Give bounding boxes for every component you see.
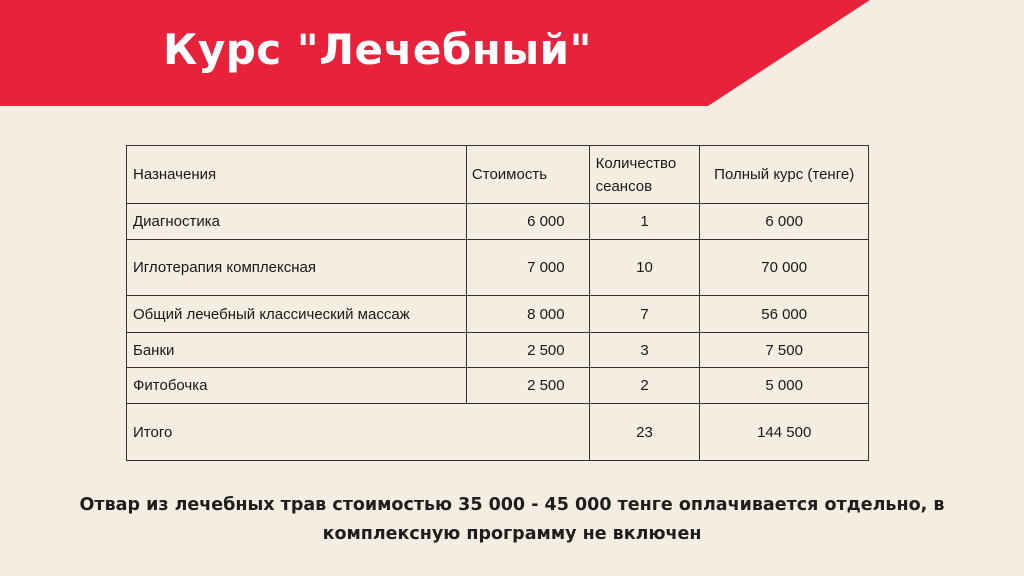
row-name: Иглотерапия комплексная [127,240,467,296]
price-table [126,145,869,461]
row-total: 7 500 [700,333,869,368]
header-sessions: Количество сеансов [589,146,700,204]
row-name: Банки [127,333,467,368]
row-total: 70 000 [700,240,869,296]
table-row [127,240,869,296]
row-sessions: 10 [589,240,700,296]
row-cost: 2 500 [466,368,589,404]
footnote: Отвар из лечебных трав стоимостью 35 000 - 45 000 тенге оплачивается отдельно, в комплексную программу не включен [79,495,945,544]
header-name: Назначения [127,146,467,204]
row-cost: 7 000 [466,240,589,296]
row-sessions: 1 [589,204,700,240]
row-sessions: 2 [589,368,700,404]
table-row [127,296,869,333]
row-cost: 8 000 [466,296,589,333]
row-name: Фитобочка [127,368,467,404]
row-cost: 6 000 [466,204,589,240]
table-header-row [127,146,869,204]
row-sessions: 3 [589,333,700,368]
row-sessions: 7 [589,296,700,333]
total-sum: 144 500 [700,404,869,461]
total-sessions: 23 [589,404,700,461]
table-row [127,368,869,404]
row-total: 5 000 [700,368,869,404]
table-row [127,204,869,240]
row-total: 56 000 [700,296,869,333]
total-label: Итого [127,404,590,461]
slide-title: Курс "Лечебный" [163,25,592,74]
row-name: Общий лечебный классический массаж [127,296,467,333]
row-name: Диагностика [127,204,467,240]
header-total: Полный курс (тенге) [700,146,869,204]
row-total: 6 000 [700,204,869,240]
table-total-row [127,404,869,461]
header-cost: Стоимость [466,146,589,204]
table-row [127,333,869,368]
row-cost: 2 500 [466,333,589,368]
